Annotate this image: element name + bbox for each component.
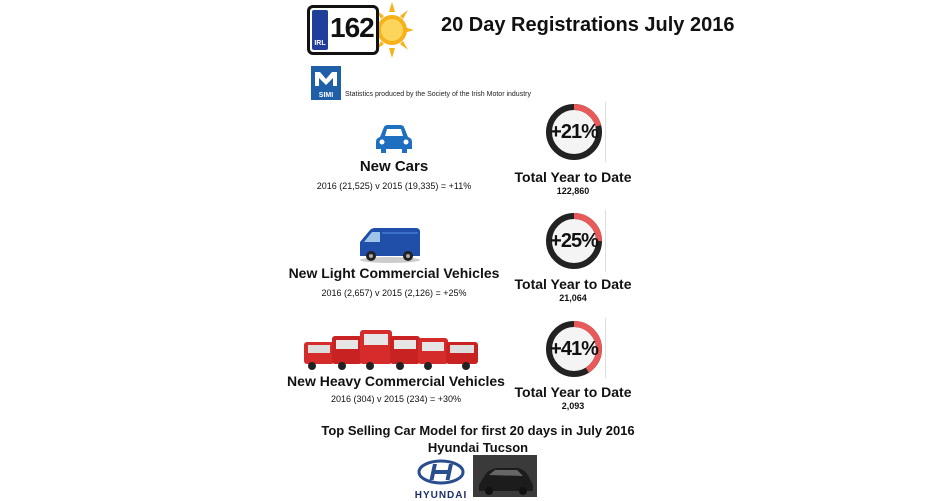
section-heading: New Heavy Commercial Vehicles: [287, 373, 505, 389]
truck-icon: [302, 330, 482, 372]
hyundai-wordmark: HYUNDAI: [414, 490, 468, 501]
simi-logo: [311, 66, 341, 100]
divider: [605, 210, 606, 272]
car-photo: [473, 455, 537, 497]
section-heading: New Cars: [359, 158, 429, 175]
simi-credit: Statistics produced by the Society of the Irish Motor industry: [345, 91, 531, 98]
hyundai-emblem-icon: [410, 459, 472, 485]
growth-ring-value: +25%: [550, 230, 598, 252]
number-plate: [307, 5, 379, 55]
van-icon: [358, 222, 422, 264]
page-title: 20 Day Registrations July 2016: [441, 14, 735, 36]
section-heading: New Light Commercial Vehicles: [288, 265, 500, 281]
top-seller-model: Hyundai Tucson: [427, 440, 529, 455]
simi-logo-label: SIMI: [318, 92, 334, 99]
ttd-label: Total Year to Date: [514, 384, 632, 400]
section-comparison: 2016 (21,525) v 2015 (19,335) = +11%: [316, 181, 472, 191]
ttd-value: 21,064: [559, 293, 587, 303]
section-comparison: 2016 (304) v 2015 (234) = +30%: [330, 394, 462, 404]
growth-ring-value: +41%: [550, 338, 598, 360]
growth-ring-value: +21%: [550, 121, 598, 143]
ttd-label: Total Year to Date: [514, 276, 632, 292]
ttd-value: 122,860: [556, 186, 590, 196]
simi-mark-icon: [311, 66, 341, 90]
section-comparison: 2016 (2,657) v 2015 (2,126) = +25%: [321, 288, 467, 298]
divider: [605, 318, 606, 378]
ttd-value: 2,093: [561, 401, 585, 411]
plate-number: 162: [330, 12, 374, 43]
plate-country: IRL: [314, 40, 326, 47]
car-icon: [374, 123, 414, 155]
top-seller-title: Top Selling Car Model for first 20 days in July 2016: [321, 423, 635, 438]
hyundai-logo: [410, 459, 472, 501]
divider: [605, 102, 606, 162]
ttd-label: Total Year to Date: [514, 169, 632, 185]
